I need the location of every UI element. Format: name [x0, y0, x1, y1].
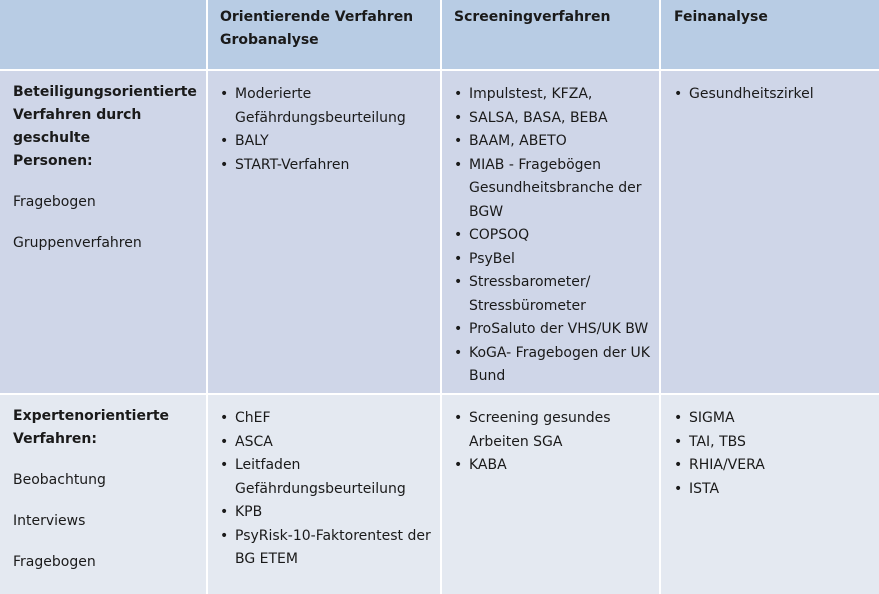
list-item: • SIGMA [674, 407, 873, 431]
table-row-beteiligung [0, 71, 879, 395]
list-item: • Leitfaden Gefährdungsbeurteilung [220, 454, 434, 501]
row-label-line: Verfahren: [13, 431, 97, 447]
table-header-row [0, 0, 879, 71]
row-label-cell [0, 71, 208, 395]
list-item: • COPSOQ [454, 224, 653, 248]
header-label: Feinanalyse [674, 9, 768, 25]
list-item: • ChEF [220, 407, 434, 431]
row-label [13, 81, 200, 173]
bullet-list [454, 83, 653, 389]
list-item: • Moderierte Gefährdungsbeurteilung [220, 83, 434, 130]
list-item: • KoGA- Fragebogen der UK Bund [454, 342, 653, 389]
bullet-list [220, 83, 434, 177]
header-cell-screening [442, 0, 661, 69]
list-item: • Impulstest, KFZA, [454, 83, 653, 107]
list-item: • PsyBel [454, 248, 653, 272]
row-sublabel: Beobachtung [13, 472, 106, 488]
list-item: • START-Verfahren [220, 154, 434, 178]
list-item: • SALSA, BASA, BEBA [454, 107, 653, 131]
header-cell-orientierende [208, 0, 442, 69]
row-sublabel: Fragebogen [13, 554, 96, 570]
cell-screening [442, 395, 661, 594]
cell-orientierende [208, 71, 442, 395]
row-label-line: Expertenorientierte [13, 408, 170, 424]
bullet-list [674, 83, 873, 107]
row-sublabel: Fragebogen [13, 194, 96, 210]
list-item: • ISTA [674, 478, 873, 502]
row-sublabel: Gruppenverfahren [13, 235, 142, 251]
header-label: Screeningverfahren [454, 9, 611, 25]
list-item: • MIAB - Fragebögen Gesundheitsbranche der BGW [454, 154, 653, 225]
list-item: • ProSaluto der VHS/UK BW [454, 318, 653, 342]
row-label [13, 405, 200, 451]
bullet-list [454, 407, 653, 478]
cell-screening [442, 71, 661, 395]
list-item: • TAI, TBS [674, 431, 873, 455]
row-sublabel: Interviews [13, 513, 86, 529]
row-label-line: Personen: [13, 153, 93, 169]
row-label-line: Verfahren durch geschulte [13, 107, 142, 146]
list-item: • KABA [454, 454, 653, 478]
table-row-experten [0, 395, 879, 594]
list-item: • BALY [220, 130, 434, 154]
bullet-list [674, 407, 873, 501]
list-item: • KPB [220, 501, 434, 525]
cell-feinanalyse [661, 395, 879, 594]
row-label-line: Beteiligungsorientierte [13, 84, 197, 100]
header-label: Orientierende Verfahren [220, 9, 414, 25]
cell-feinanalyse [661, 71, 879, 395]
header-cell-feinanalyse [661, 0, 879, 69]
list-item: • BAAM, ABETO [454, 130, 653, 154]
list-item: • Gesundheitszirkel [674, 83, 873, 107]
header-label: Grobanalyse [220, 32, 319, 48]
list-item: • RHIA/VERA [674, 454, 873, 478]
bullet-list [220, 407, 434, 572]
list-item: • Screening gesundes Arbeiten SGA [454, 407, 653, 454]
list-item: • ASCA [220, 431, 434, 455]
list-item: • Stressbarometer/ Stressbürometer [454, 271, 653, 318]
list-item: • PsyRisk-10-Faktorentest der BG ETEM [220, 525, 434, 572]
header-cell-empty [0, 0, 208, 69]
cell-orientierende [208, 395, 442, 594]
row-label-cell [0, 395, 208, 594]
